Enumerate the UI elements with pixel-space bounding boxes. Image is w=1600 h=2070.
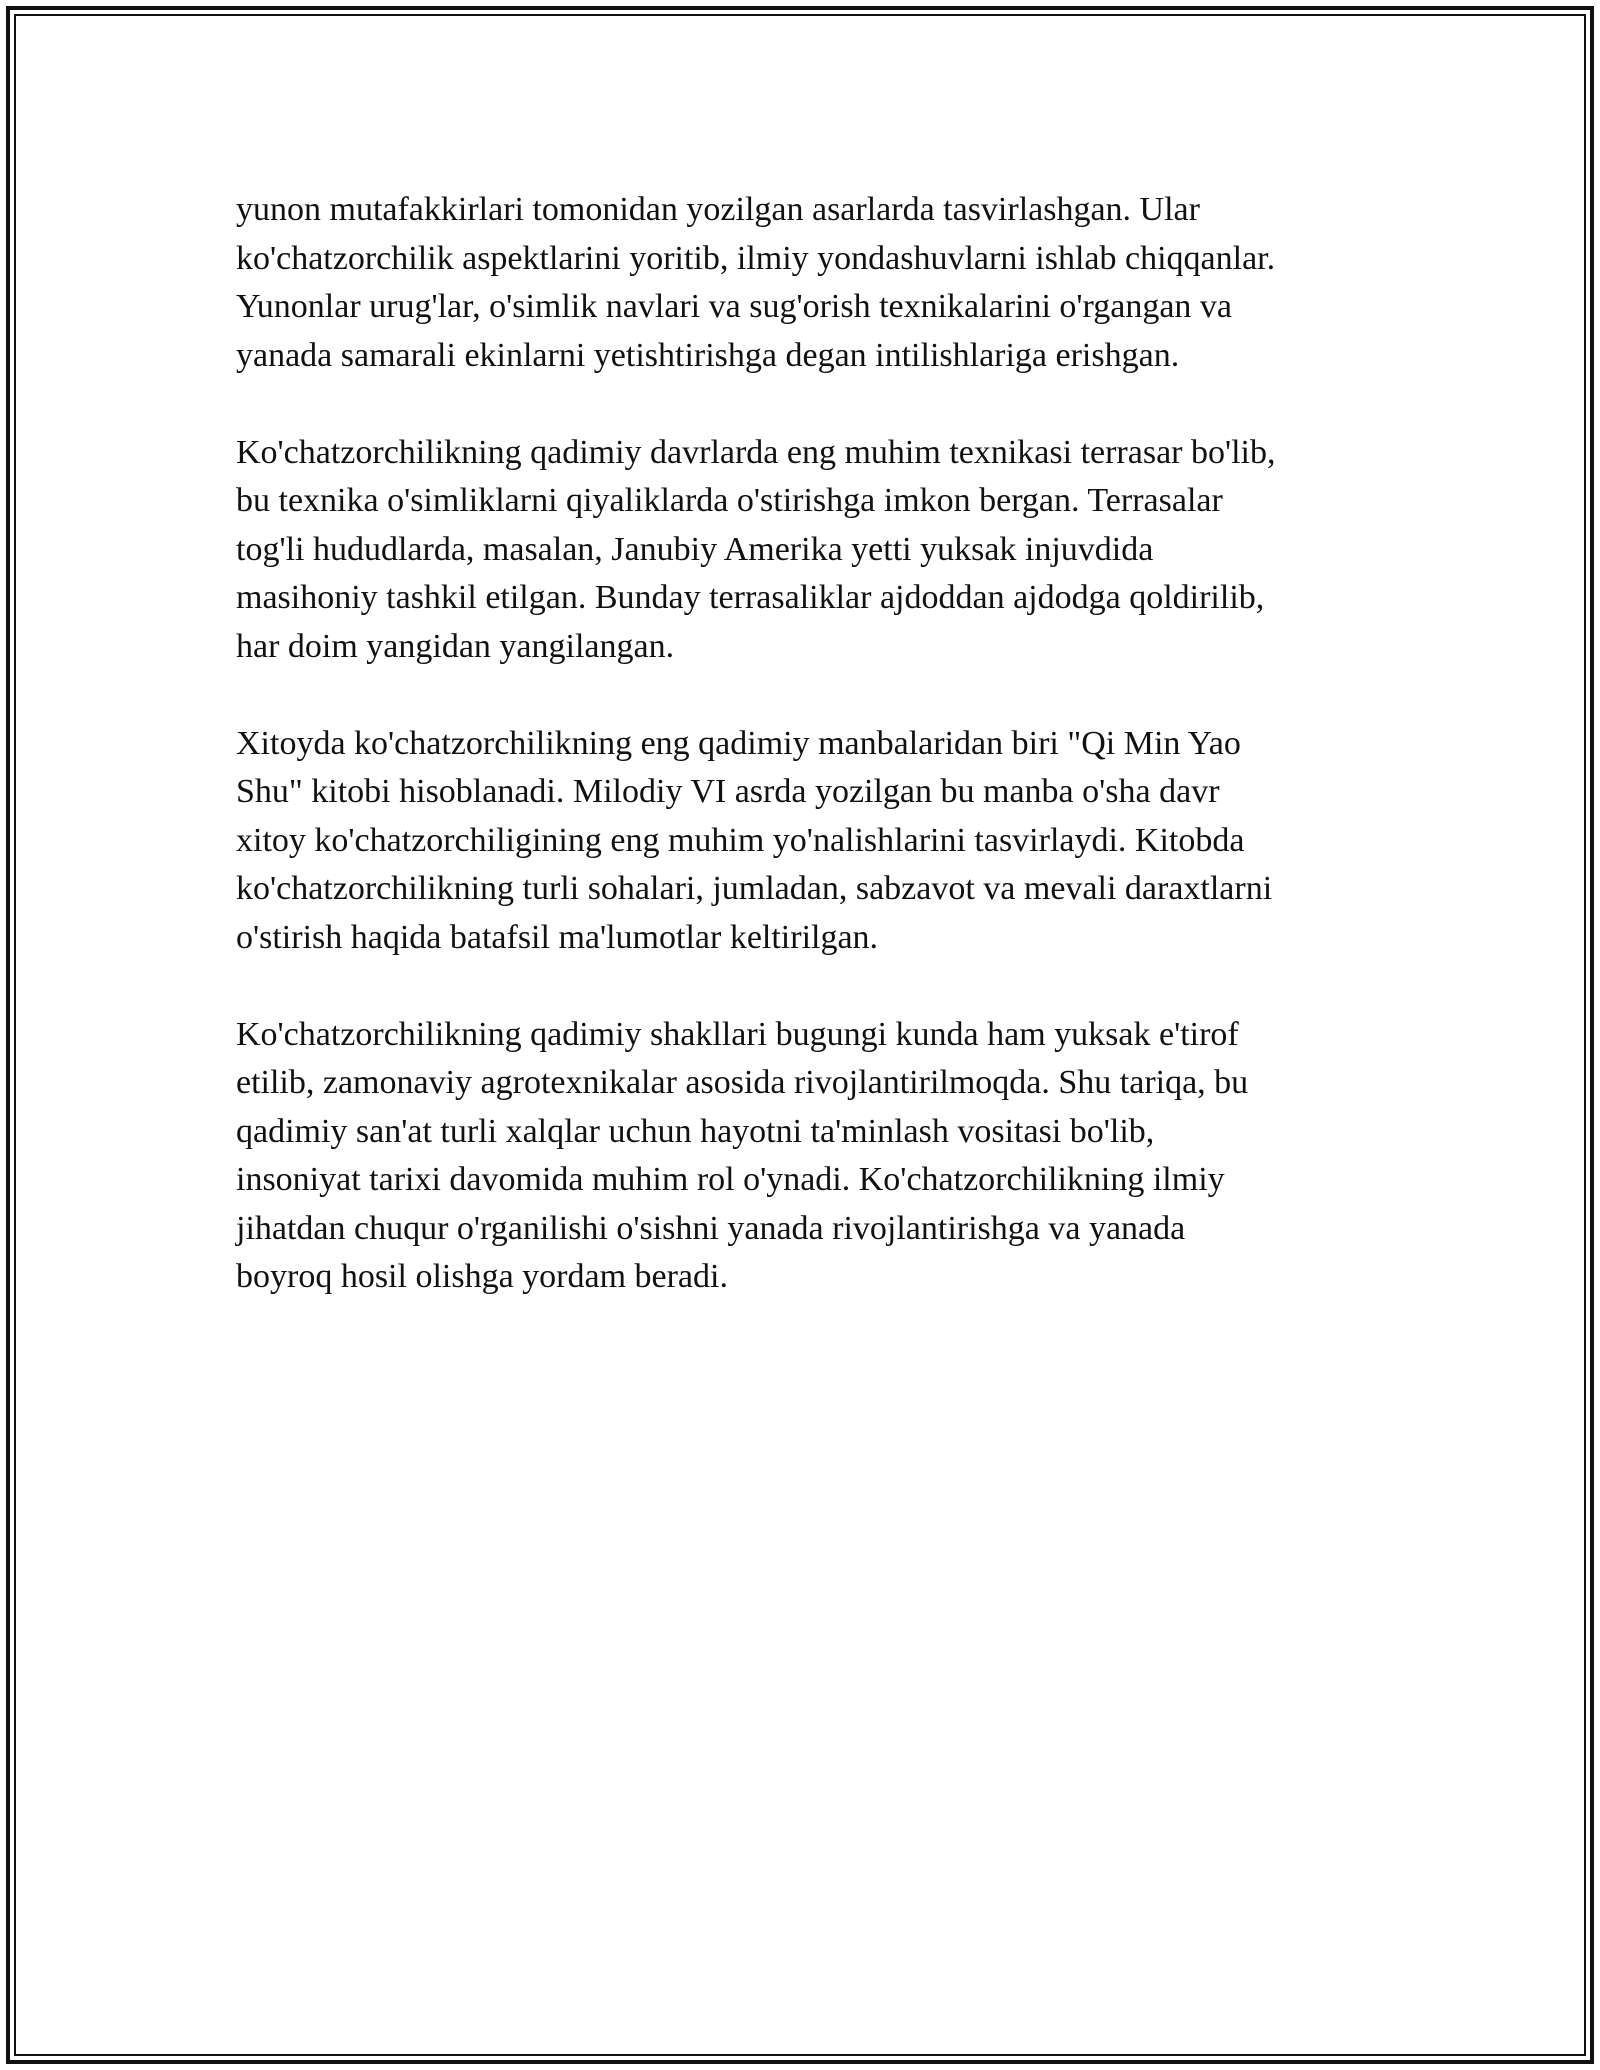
text-line: qadimiy san'at turli xalqlar uchun hayotni ta'minlash vositasi bo'lib, <box>236 1112 1155 1150</box>
text-line: Xitoyda ko'chatzorchilikning eng qadimiy manbalaridan biri "Qi Min Yao <box>236 724 1241 762</box>
paragraph-3 <box>236 720 1376 963</box>
text-line: bu texnika o'simliklarni qiyaliklarda o'stirishga imkon bergan. Terrasalar <box>236 482 1223 519</box>
text-line: xitoy ko'chatzorchiligining eng muhim yo'nalishlarini tasvirlaydi. Kitobda <box>236 821 1245 859</box>
text-line: yanada samarali ekinlarni yetishtirishga degan intilishlariga erishgan. <box>236 336 1180 374</box>
paragraph-1 <box>236 186 1376 380</box>
text-line: Shu" kitobi hisoblanadi. Milodiy VI asrda yozilgan bu manba o'sha davr <box>236 773 1220 810</box>
text-line: ko'chatzorchilik aspektlarini yoritib, ilmiy yondashuvlarni ishlab chiqqanlar. <box>236 239 1276 277</box>
text-line: yunon mutafakkirlari tomonidan yozilgan asarlarda tasvirlashgan. Ular <box>236 191 1200 228</box>
text-line: jihatdan chuqur o'rganilishi o'sishni yanada rivojlantirishga va yanada <box>236 1209 1186 1247</box>
text-line: insoniyat tarixi davomida muhim rol o'ynadi. Ko'chatzorchilikning ilmiy <box>236 1161 1225 1198</box>
text-line: har doim yangidan yangilangan. <box>236 627 675 665</box>
text-line: Ko'chatzorchilikning qadimiy davrlarda eng muhim texnikasi terrasar bo'lib, <box>236 433 1276 471</box>
paragraph-2 <box>236 429 1376 672</box>
document-body <box>236 186 1376 1350</box>
text-line: boyroq hosil olishga yordam beradi. <box>236 1258 728 1295</box>
text-line: o'stirish haqida batafsil ma'lumotlar keltirilgan. <box>236 918 879 956</box>
text-line: Yunonlar urug'lar, o'simlik navlari va sug'orish texnikalarini o'rgangan va <box>236 288 1233 325</box>
paragraph-4 <box>236 1011 1376 1302</box>
text-line: ko'chatzorchilikning turli sohalari, jumladan, sabzavot va mevali daraxtlarni <box>236 870 1273 907</box>
text-line: masihoniy tashkil etilgan. Bunday terrasaliklar ajdoddan ajdodga qoldirilib, <box>236 579 1265 616</box>
text-line: Ko'chatzorchilikning qadimiy shakllari bugungi kunda ham yuksak e'tirof <box>236 1015 1239 1053</box>
text-line: etilib, zamonaviy agrotexnikalar asosida rivojlantirilmoqda. Shu tariqa, bu <box>236 1064 1249 1101</box>
text-line: tog'li hududlarda, masalan, Janubiy Amerika yetti yuksak injuvdida <box>236 530 1154 568</box>
